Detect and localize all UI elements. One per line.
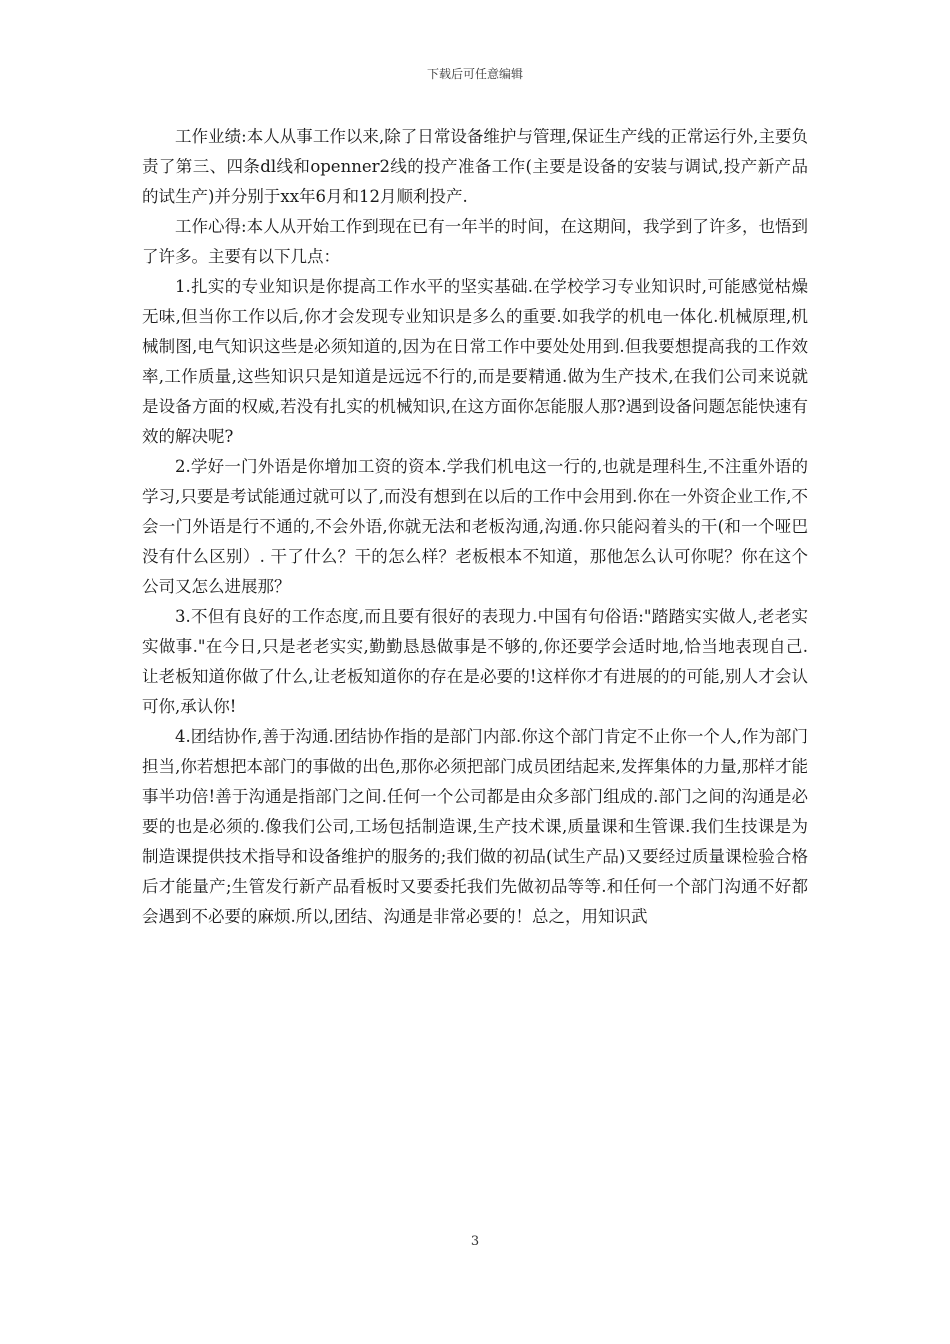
paragraph-work-achievements: 工作业绩:本人从事工作以来,除了日常设备维护与管理,保证生产线的正常运行外,主要负责了第三、四条dl线和openner2线的投产准备工作(主要是设备的安装与调试,投产新产品的试生产)并分别于xx年6月和12月顺利投产. bbox=[142, 127, 808, 206]
paragraph-point-1: 1.扎实的专业知识是你提高工作水平的坚实基础.在学校学习专业知识时,可能感觉枯燥无味,但当你工作以后,你才会发现专业知识是多么的重要.如我学的机电一体化.机械原理,机械制图,电气知识这些是必须知道的,因为在日常工作中要处处用到.但我要想提高我的工作效率,工作质量,这些知识只是知道是远远不行的,而是要精通.做为生产技术,在我们公司来说就是设备方面的权威,若没有扎实的机械知识,在这方面你怎能服人那?遇到设备问题怎能快速有效的解决呢? bbox=[142, 277, 808, 446]
page-header: 下载后可任意编辑 bbox=[426, 67, 523, 81]
document-body bbox=[142, 122, 808, 932]
paragraph-point-2: 2.学好一门外语是你增加工资的资本.学我们机电这一行的,也就是理科生,不注重外语的学习,只要是考试能通过就可以了,而没有想到在以后的工作中会用到.你在一外资企业工作,不会一门外语是行不通的,不会外语,你就无法和老板沟通,沟通.你只能闷着头的干(和一个哑巴没有什么区别）. 干了什么？干的怎么样？老板根本不知道，那他怎么认可你呢？你在这个公司又怎么进展那？ bbox=[142, 457, 808, 596]
paragraph-work-insights: 工作心得:本人从开始工作到现在已有一年半的时间，在这期间，我学到了许多，也悟到了许多。主要有以下几点： bbox=[142, 217, 808, 266]
paragraph-point-4: 4.团结协作,善于沟通.团结协作指的是部门内部.你这个部门肯定不止你一个人,作为部门担当,你若想把本部门的事做的出色,那你必须把部门成员团结起来,发挥集体的力量,那样才能事半功倍!善于沟通是指部门之间.任何一个公司都是由众多部门组成的.部门之间的沟通是必要的也是必须的.像我们公司,工场包括制造课,生产技术课,质量课和生管课.我们生技课是为制造课提供技术指导和设备维护的服务的;我们做的初品(试生产品)又要经过质量课检验合格后才能量产;生管发行新产品看板时又要委托我们先做初品等等.和任何一个部门沟通不好都会遇到不必要的麻烦.所以,团结、沟通是非常必要的！总之，用知识武 bbox=[142, 727, 808, 926]
page-number: 3 bbox=[470, 1234, 480, 1249]
paragraph-point-3: 3.不但有良好的工作态度,而且要有很好的表现力.中国有句俗语:"踏踏实实做人,老老实实做事."在今日,只是老老实实,勤勤恳恳做事是不够的,你还要学会适时地,恰当地表现自己.让老板知道你做了什么,让老板知道你的存在是必要的!这样你才有进展的的可能,别人才会认可你,承认你! bbox=[142, 607, 808, 716]
